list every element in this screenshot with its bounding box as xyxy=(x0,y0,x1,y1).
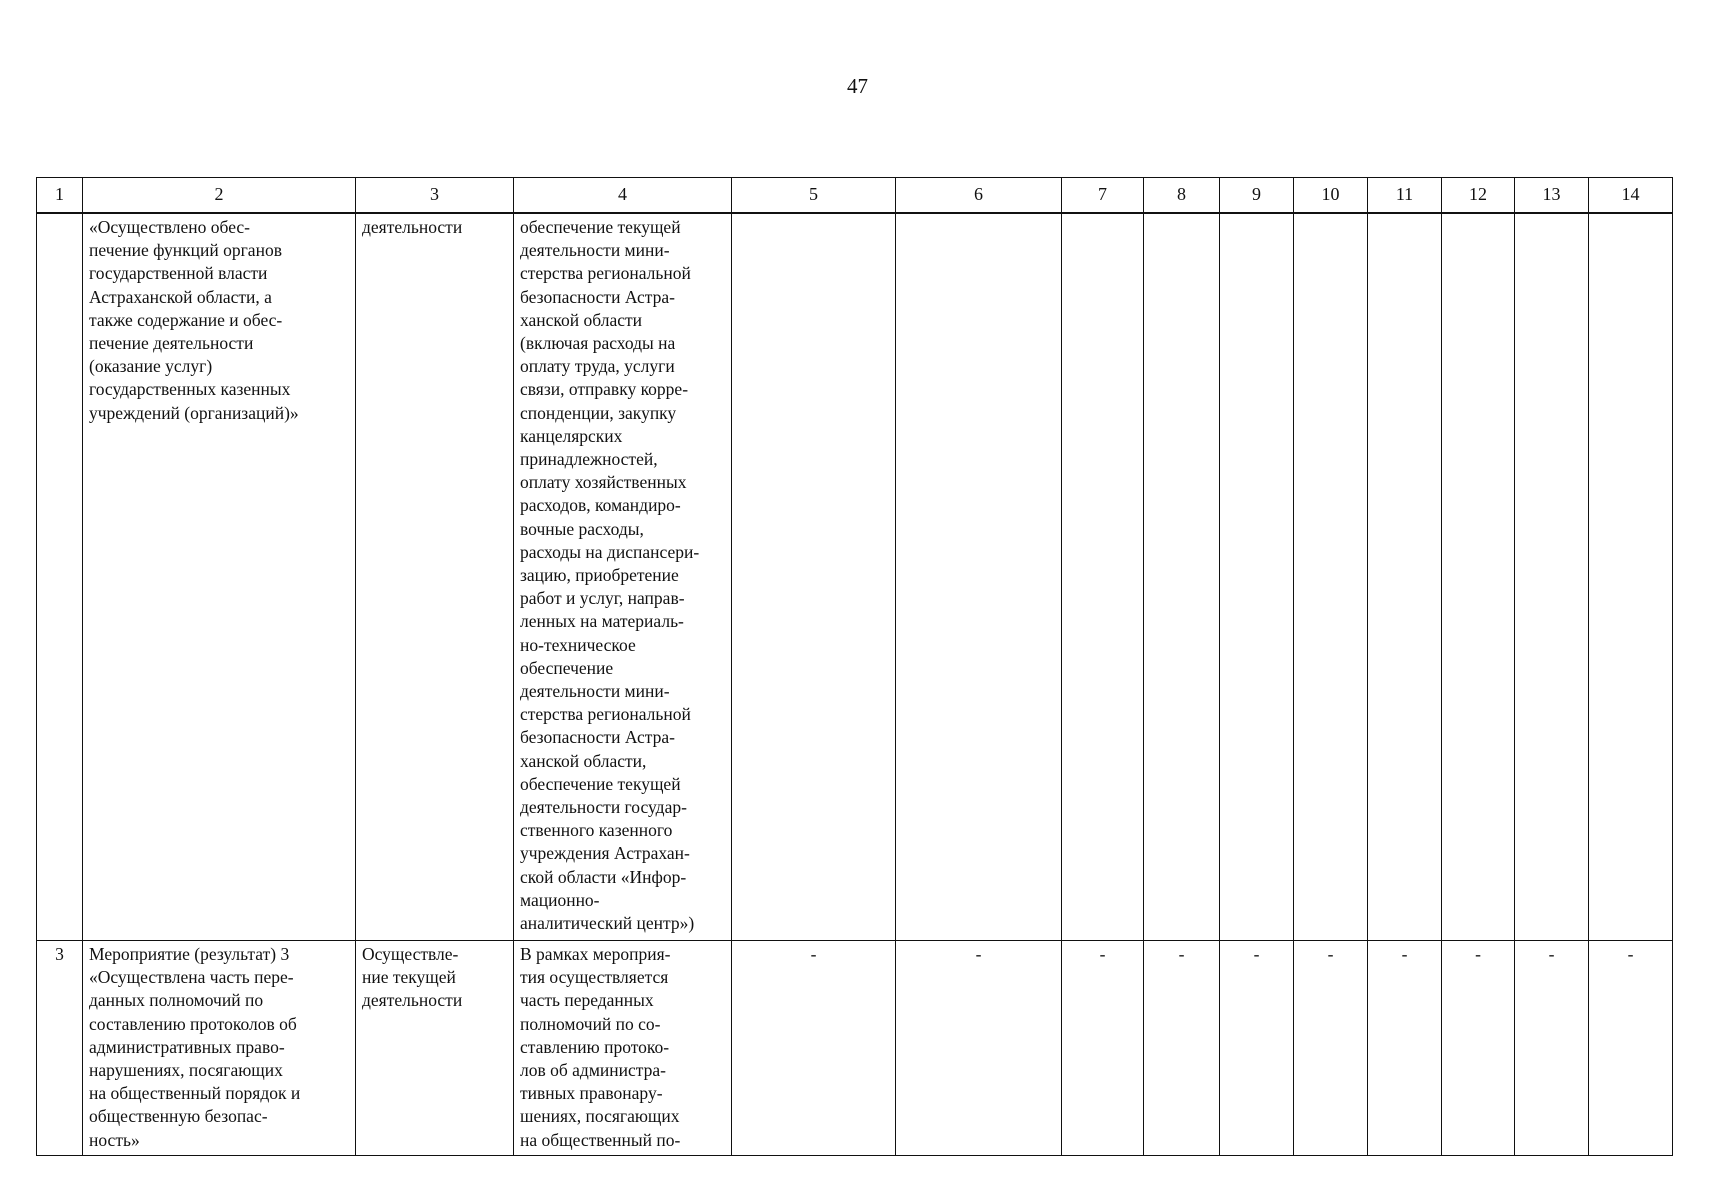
value-cell xyxy=(1589,213,1673,941)
measure-name-cell: «Осуществлено обес- печение функций органов государственной власти Астраханской области, а также содержание и обес- печение деятельности (оказание услуг) государственных казенных учреждений (организаций)» xyxy=(83,213,356,941)
value-cell xyxy=(1515,213,1589,941)
value-cell xyxy=(1062,213,1144,941)
measure-description-cell: обеспечение текущей деятельности мини- стерства региональной безопасности Астра- ханской области (включая расходы на оплату труда, услуги связи, отправку корре- спонденции, закупку канцелярских принадлежностей, оплату хозяйственных расходов, командиро- вочные расходы, расходы на диспансери- зацию, приобретение работ и услуг, направ- ленных на материаль- но-техническое обеспечение деятельности мини- стерства региональной безопасности Астра- ханской области, обеспечение текущей деятельности государ- ственного казенного учреждения Астрахан- ской области «Инфор- мационно- аналитический центр») xyxy=(514,213,732,941)
measure-type-cell: деятельности xyxy=(356,213,514,941)
value-cell: - xyxy=(1220,941,1294,1156)
column-header: 13 xyxy=(1515,178,1589,214)
value-cell: - xyxy=(732,941,896,1156)
value-cell xyxy=(1144,213,1220,941)
value-cell xyxy=(1442,213,1515,941)
value-cell xyxy=(1368,213,1442,941)
value-cell: - xyxy=(1062,941,1144,1156)
value-cell xyxy=(896,213,1062,941)
measure-name-cell: Мероприятие (результат) 3 «Осуществлена часть пере- данных полномочий по составлению протоколов об административных право- нарушениях, посягающих на общественный порядок и общественную безопас- ность» xyxy=(83,941,356,1156)
value-cell: - xyxy=(896,941,1062,1156)
column-header: 2 xyxy=(83,178,356,214)
column-header: 6 xyxy=(896,178,1062,214)
column-header: 1 xyxy=(37,178,83,214)
value-cell: - xyxy=(1144,941,1220,1156)
column-header: 8 xyxy=(1144,178,1220,214)
column-header: 3 xyxy=(356,178,514,214)
value-cell xyxy=(732,213,896,941)
page-number: 47 xyxy=(847,74,868,98)
value-cell xyxy=(1220,213,1294,941)
value-cell: - xyxy=(1294,941,1368,1156)
row-number: 3 xyxy=(37,941,83,1156)
column-header: 4 xyxy=(514,178,732,214)
table-row xyxy=(37,213,1673,941)
data-table xyxy=(36,177,1673,1156)
column-header: 11 xyxy=(1368,178,1442,214)
value-cell: - xyxy=(1368,941,1442,1156)
value-cell: - xyxy=(1442,941,1515,1156)
table-header-row xyxy=(37,178,1673,214)
column-header: 7 xyxy=(1062,178,1144,214)
row-number xyxy=(37,213,83,941)
column-header: 9 xyxy=(1220,178,1294,214)
measure-description-cell: В рамках мероприя- тия осуществляется часть переданных полномочий по со- ставлению протоко- лов об администра- тивных правонару- шениях, посягающих на общественный по- xyxy=(514,941,732,1156)
value-cell: - xyxy=(1515,941,1589,1156)
value-cell xyxy=(1294,213,1368,941)
column-header: 14 xyxy=(1589,178,1673,214)
column-header: 10 xyxy=(1294,178,1368,214)
value-cell: - xyxy=(1589,941,1673,1156)
column-header: 5 xyxy=(732,178,896,214)
column-header: 12 xyxy=(1442,178,1515,214)
table-row xyxy=(37,941,1673,1156)
measure-type-cell: Осуществле- ние текущей деятельности xyxy=(356,941,514,1156)
